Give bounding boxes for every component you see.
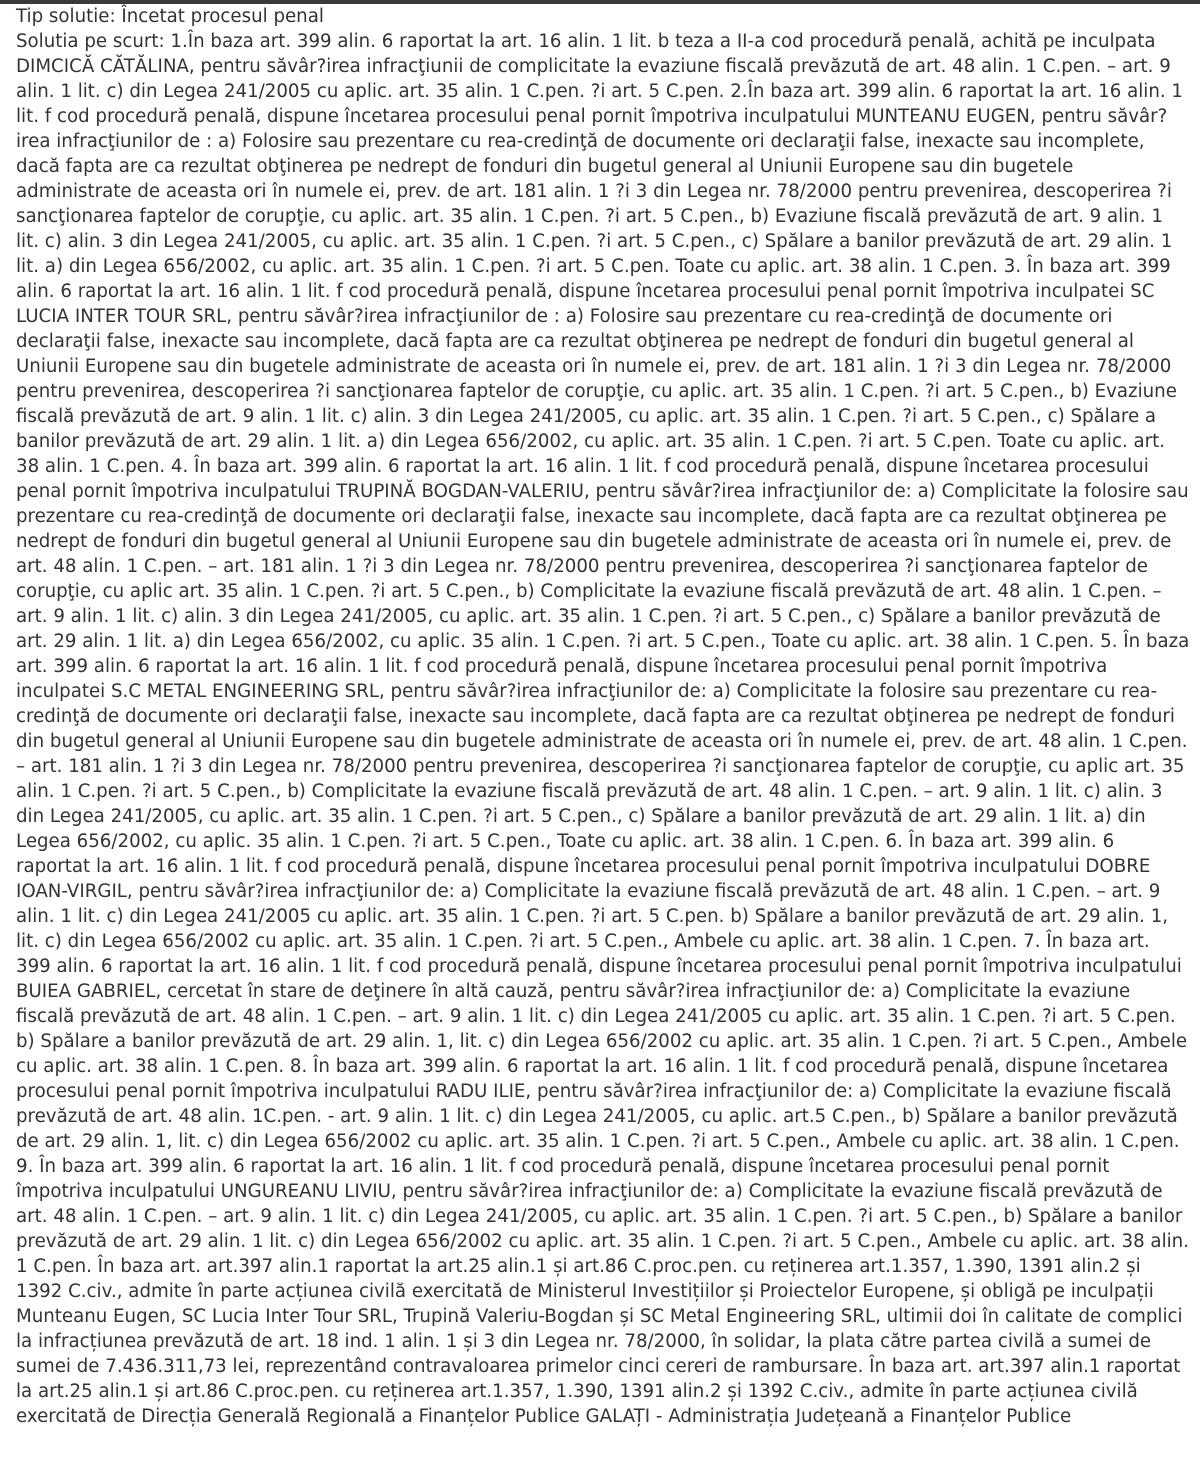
document-body <box>16 4 1190 1429</box>
solution-summary: Solutia pe scurt: 1.În baza art. 399 alin. 6 raportat la art. 16 alin. 1 lit. b teza a II-a cod procedură penală, achită pe inculpata DIMCICĂ CĂTĂLINA, pentru săvâr?irea infracţiunii de complicitate la evaziune fiscală prevăzută de art. 48 alin. 1 C.pen. – art. 9 alin. 1 lit. c) din Legea 241/2005 cu aplic. art. 35 alin. 1 C.pen. ?i art. 5 C.pen. 2.În baza art. 399 alin. 6 raportat la art. 16 alin. 1 lit. f cod procedură penală, dispune încetarea procesului penal pornit împotriva inculpatului MUNTEANU EUGEN, pentru săvâr?irea infracţiunilor de : a) Folosire sau prezentare cu rea-credinţă de documente ori declaraţii false, inexacte sau incomplete, dacă fapta are ca rezultat obţinerea pe nedrept de fonduri din bugetul general al Uniunii Europene sau din bugetele administrate de aceasta ori în numele ei, prev. de art. 181 alin. 1 ?i 3 din Legea nr. 78/2000 pentru prevenirea, descoperirea ?i sancţionarea faptelor de corupţie, cu aplic. art. 35 alin. 1 C.pen. ?i art. 5 C.pen., b) Evaziune fiscală prevăzută de art. 9 alin. 1 lit. c) alin. 3 din Legea 241/2005, cu aplic. art. 35 alin. 1 C.pen. ?i art. 5 C.pen., c) Spălare a banilor prevăzută de art. 29 alin. 1 lit. a) din Legea 656/2002, cu aplic. art. 35 alin. 1 C.pen. ?i art. 5 C.pen. Toate cu aplic. art. 38 alin. 1 C.pen. 3. În baza art. 399 alin. 6 raportat la art. 16 alin. 1 lit. f cod procedură penală, dispune încetarea procesului penal pornit împotriva inculpatei SC LUCIA INTER TOUR SRL, pentru săvâr?irea infracţiunilor de : a) Folosire sau prezentare cu rea-credinţă de documente ori declaraţii false, inexacte sau incomplete, dacă fapta are ca rezultat obţinerea pe nedrept de fonduri din bugetul general al Uniunii Europene sau din bugetele administrate de aceasta ori în numele ei, prev. de art. 181 alin. 1 ?i 3 din Legea nr. 78/2000 pentru prevenirea, descoperirea ?i sancţionarea faptelor de corupţie, cu aplic. art. 35 alin. 1 C.pen. ?i art. 5 C.pen., b) Evaziune fiscală prevăzută de art. 9 alin. 1 lit. c) alin. 3 din Legea 241/2005, cu aplic. art. 35 alin. 1 C.pen. ?i art. 5 C.pen., c) Spălare a banilor prevăzută de art. 29 alin. 1 lit. a) din Legea 656/2002, cu aplic. art. 35 alin. 1 C.pen. ?i art. 5 C.pen. Toate cu aplic. art. 38 alin. 1 C.pen. 4. În baza art. 399 alin. 6 raportat la art. 16 alin. 1 lit. f cod procedură penală, dispune încetarea procesului penal pornit împotriva inculpatului TRUPINĂ BOGDAN-VALERIU, pentru săvâr?irea infracţiunilor de: a) Complicitate la folosire sau prezentare cu rea-credinţă de documente ori declaraţii false, inexacte sau incomplete, dacă fapta are ca rezultat obţinerea pe nedrept de fonduri din bugetul general al Uniunii Europene sau din bugetele administrate de aceasta ori în numele ei, prev. de art. 48 alin. 1 C.pen. – art. 181 alin. 1 ?i 3 din Legea nr. 78/2000 pentru prevenirea, descoperirea ?i sancţionarea faptelor de corupţie, cu aplic art. 35 alin. 1 C.pen. ?i art. 5 C.pen., b) Complicitate la evaziune fiscală prevăzută de art. 48 alin. 1 C.pen. – art. 9 alin. 1 lit. c) alin. 3 din Legea 241/2005, cu aplic. art. 35 alin. 1 C.pen. ?i art. 5 C.pen., c) Spălare a banilor prevăzută de art. 29 alin. 1 lit. a) din Legea 656/2002, cu aplic. 35 alin. 1 C.pen. ?i art. 5 C.pen., Toate cu aplic. art. 38 alin. 1 C.pen. 5. În baza art. 399 alin. 6 raportat la art. 16 alin. 1 lit. f cod procedură penală, dispune încetarea procesului penal pornit împotriva inculpatei S.C METAL ENGINEERING SRL, pentru săvâr?irea infracţiunilor de: a) Complicitate la folosire sau prezentare cu rea-credinţă de documente ori declaraţii false, inexacte sau incomplete, dacă fapta are ca rezultat obţinerea pe nedrept de fonduri din bugetul general al Uniunii Europene sau din bugetele administrate de aceasta ori în numele ei, prev. de art. 48 alin. 1 C.pen. – art. 181 alin. 1 ?i 3 din Legea nr. 78/2000 pentru prevenirea, descoperirea ?i sancţionarea faptelor de corupţie, cu aplic art. 35 alin. 1 C.pen. ?i art. 5 C.pen., b) Complicitate la evaziune fiscală prevăzută de art. 48 alin. 1 C.pen. – art. 9 alin. 1 lit. c) alin. 3 din Legea 241/2005, cu aplic. art. 35 alin. 1 C.pen. ?i art. 5 C.pen., c) Spălare a banilor prevăzută de art. 29 alin. 1 lit. a) din Legea 656/2002, cu aplic. 35 alin. 1 C.pen. ?i art. 5 C.pen., Toate cu aplic. art. 38 alin. 1 C.pen. 6. În baza art. 399 alin. 6 raportat la art. 16 alin. 1 lit. f cod procedură penală, dispune încetarea procesului penal pornit împotriva inculpatului DOBRE IOAN-VIRGIL, pentru săvâr?irea infracţiunilor de: a) Complicitate la evaziune fiscală prevăzută de art. 48 alin. 1 C.pen. – art. 9 alin. 1 lit. c) din Legea 241/2005 cu aplic. art. 35 alin. 1 C.pen. ?i art. 5 C.pen. b) Spălare a banilor prevăzută de art. 29 alin. 1, lit. c) din Legea 656/2002 cu aplic. art. 35 alin. 1 C.pen. ?i art. 5 C.pen., Ambele cu aplic. art. 38 alin. 1 C.pen. 7. În baza art. 399 alin. 6 raportat la art. 16 alin. 1 lit. f cod procedură penală, dispune încetarea procesului penal pornit împotriva inculpatului BUIEA GABRIEL, cercetat în stare de deţinere în altă cauză, pentru săvâr?irea infracţiunilor de: a) Complicitate la evaziune fiscală prevăzută de art. 48 alin. 1 C.pen. – art. 9 alin. 1 lit. c) din Legea 241/2005 cu aplic. art. 35 alin. 1 C.pen. ?i art. 5 C.pen. b) Spălare a banilor prevăzută de art. 29 alin. 1, lit. c) din Legea 656/2002 cu aplic. art. 35 alin. 1 C.pen. ?i art. 5 C.pen., Ambele cu aplic. art. 38 alin. 1 C.pen. 8. În baza art. 399 alin. 6 raportat la art. 16 alin. 1 lit. f cod procedură penală, dispune încetarea procesului penal pornit împotriva inculpatului RADU ILIE, pentru săvâr?irea infracţiunilor de: a) Complicitate la evaziune fiscală prevăzută de art. 48 alin. 1C.pen. - art. 9 alin. 1 lit. c) din Legea 241/2005, cu aplic. art.5 C.pen., b) Spălare a banilor prevăzută de art. 29 alin. 1, lit. c) din Legea 656/2002 cu aplic. art. 35 alin. 1 C.pen. ?i art. 5 C.pen., Ambele cu aplic. art. 38 alin. 1 C.pen. 9. În baza art. 399 alin. 6 raportat la art. 16 alin. 1 lit. f cod procedură penală, dispune încetarea procesului penal pornit împotriva inculpatului UNGUREANU LIVIU, pentru săvâr?irea infracţiunilor de: a) Complicitate la evaziune fiscală prevăzută de art. 48 alin. 1 C.pen. – art. 9 alin. 1 lit. c) din Legea 241/2005, cu aplic. art. 35 alin. 1 C.pen. ?i art. 5 C.pen., b) Spălare a banilor prevăzută de art. 29 alin. 1 lit. c) din Legea 656/2002 cu aplic. art. 35 alin. 1 C.pen. ?i art. 5 C.pen., Ambele cu aplic. art. 38 alin. 1 C.pen. În baza art. art.397 alin.1 raportat la art.25 alin.1 și art.86 C.proc.pen. cu reținerea art.1.357, 1.390, 1391 alin.2 și 1392 C.civ., admite în parte acțiunea civilă exercitată de Ministerul Investițiilor și Proiectelor Europene, și obligă pe inculpații Munteanu Eugen, SC Lucia Inter Tour SRL, Trupină Valeriu-Bogdan și SC Metal Engineering SRL, ultimii doi în calitate de complici la infracțiunea prevăzută de art. 18 ind. 1 alin. 1 și 3 din Legea nr. 78/2000, în solidar, la plata către partea civilă a sumei de sumei de 7.436.311,73 lei, reprezentând contravaloarea primelor cinci cereri de rambursare. În baza art. art.397 alin.1 raportat la art.25 alin.1 și art.86 C.proc.pen. cu reținerea art.1.357, 1.390, 1391 alin.2 și 1392 C.civ., admite în parte acțiunea civilă exercitată de Direcția Generală Regională a Finanțelor Publice GALAȚI - Administrația Județeană a Finanțelor Publice <box>16 31 1190 1427</box>
solution-type: Tip solutie: Încetat procesul penal <box>16 6 324 27</box>
